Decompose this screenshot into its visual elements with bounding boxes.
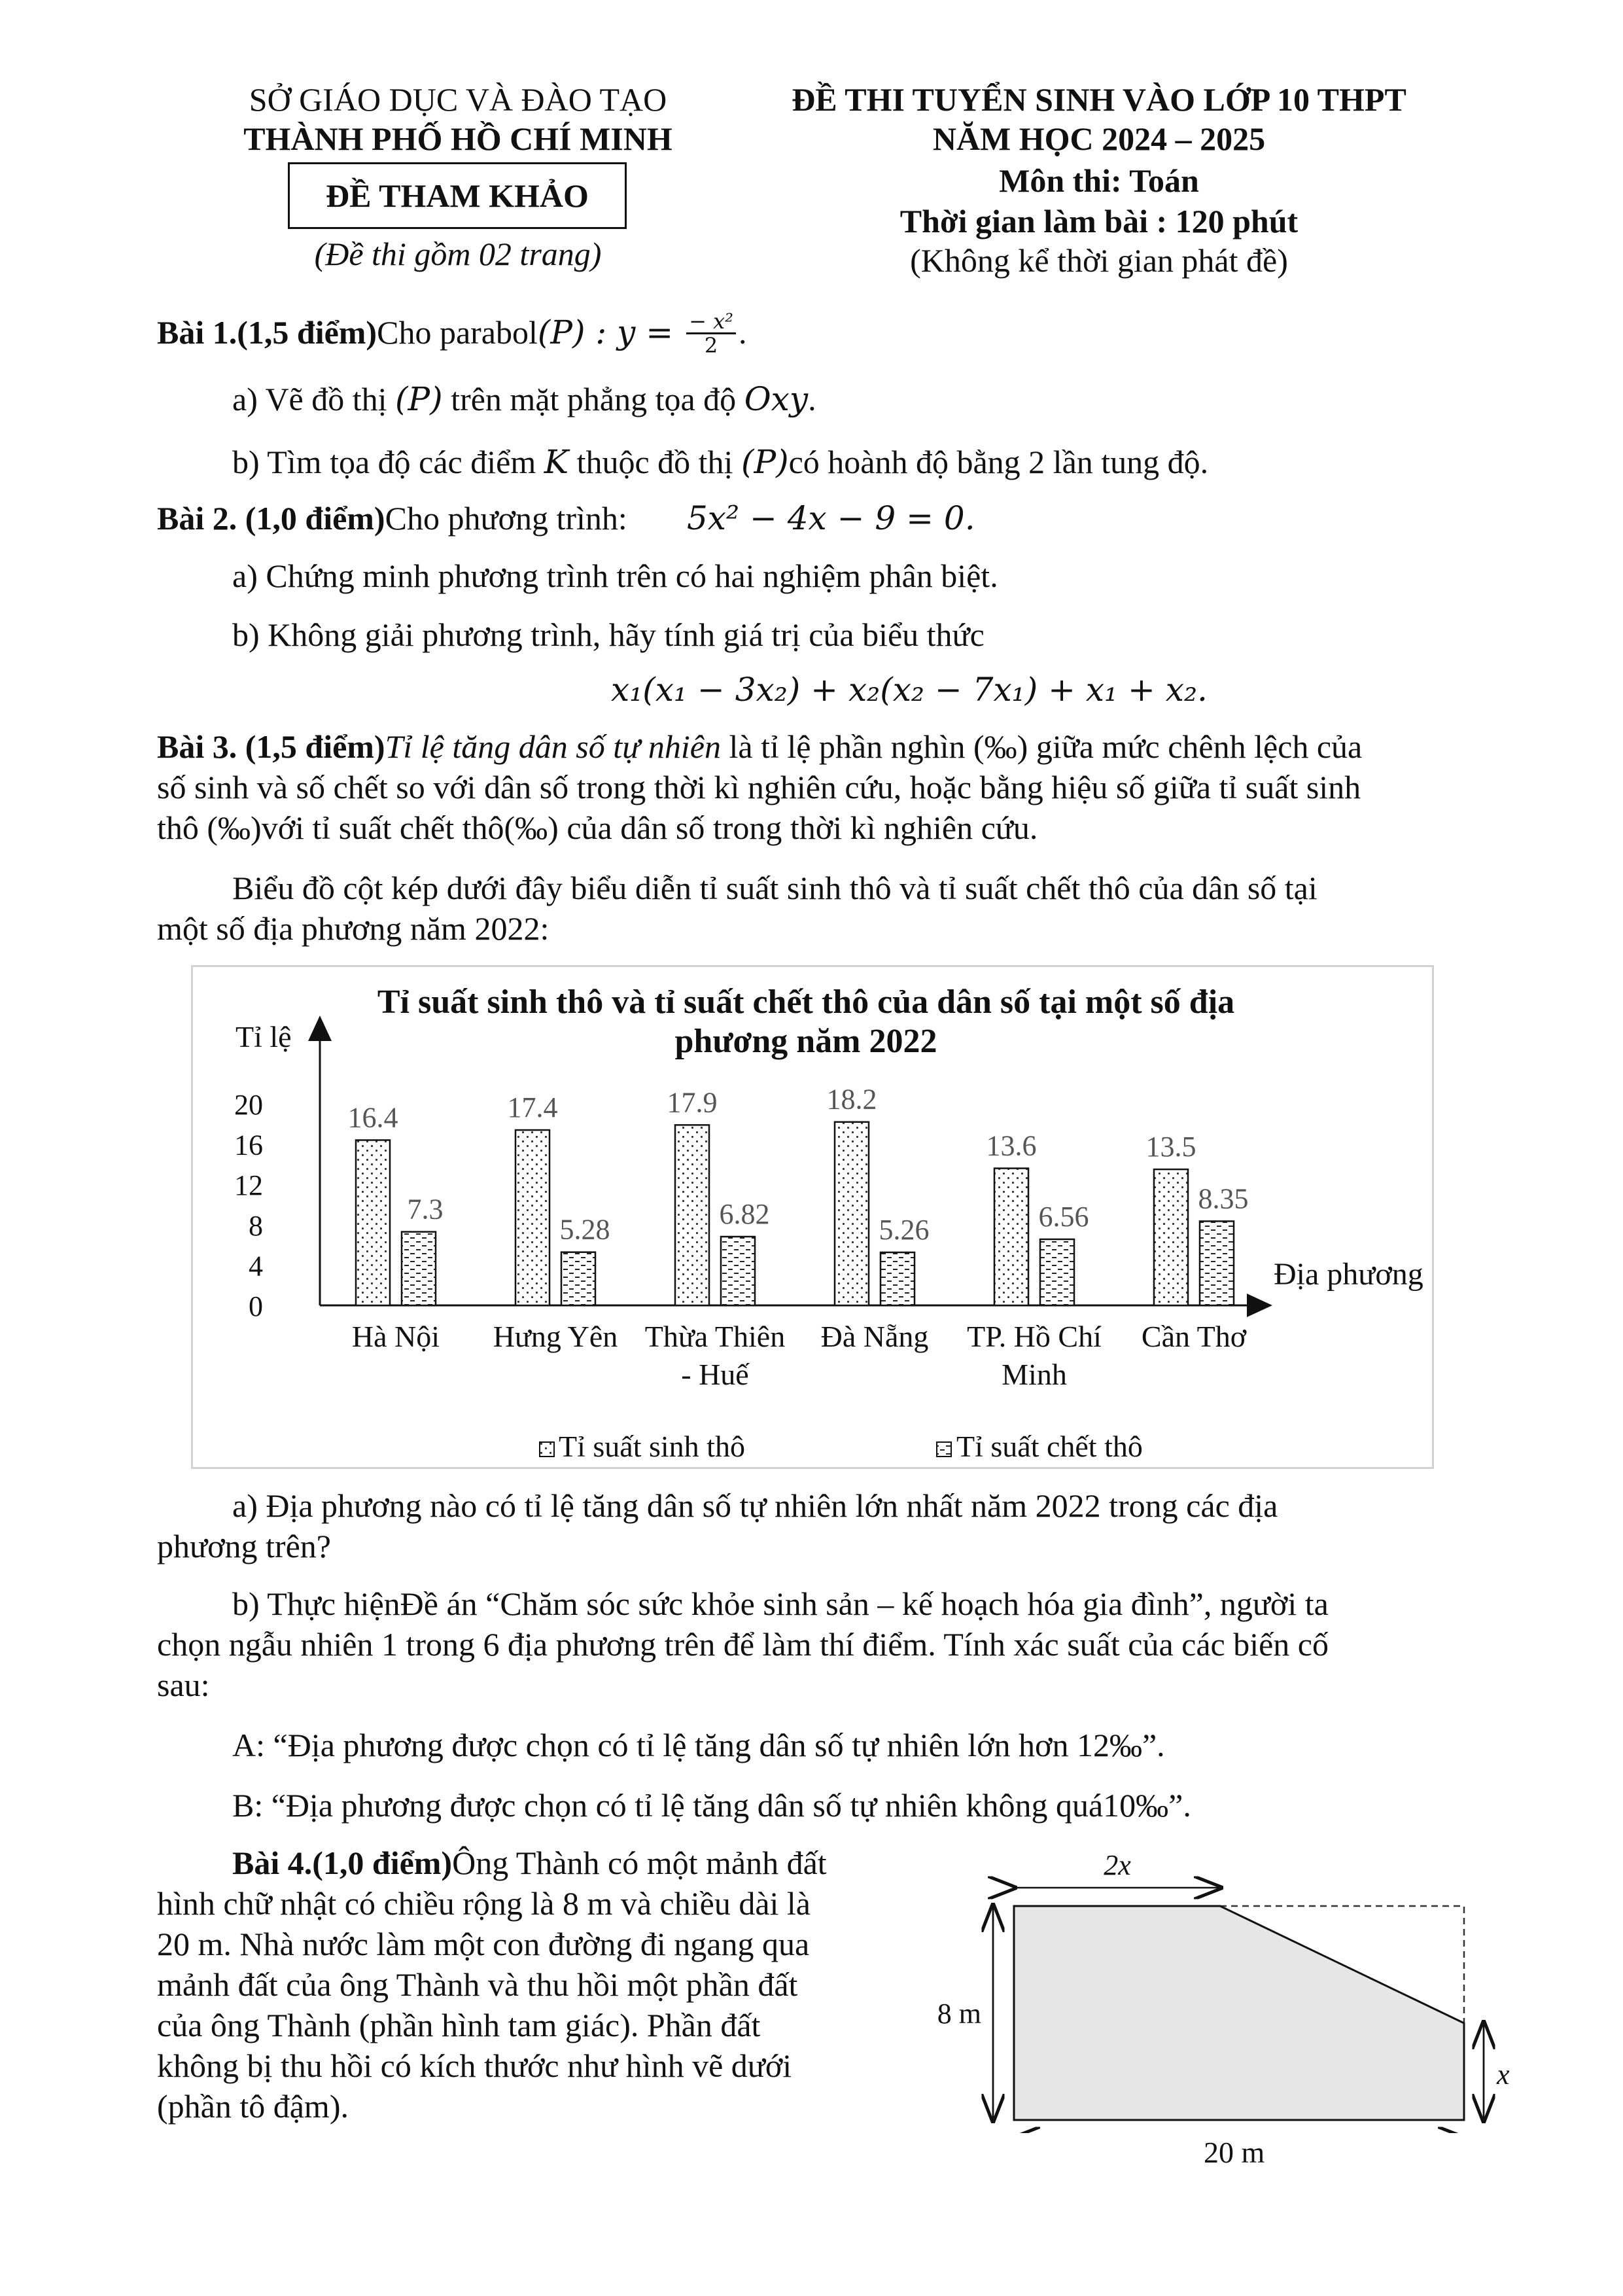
data-label-birth: 13.6 — [986, 1129, 1037, 1162]
chart-title-line2: phương năm 2022 — [674, 1023, 937, 1060]
bai1-line — [157, 309, 747, 359]
bai1-b-mid: thuộc đồ thị — [568, 444, 741, 480]
pages-note: (Đề thi gồm 02 trang) — [314, 236, 602, 272]
bai1-a-mid: trên mặt phẳng tọa độ — [442, 381, 744, 417]
bai1-fraction — [686, 310, 736, 357]
data-label-birth: 17.9 — [667, 1086, 718, 1119]
bai1-b-text: b) Tìm tọa độ các điểm — [232, 444, 544, 480]
bai2-equation: 5x² − 4x − 9 = 0. — [687, 499, 975, 537]
bai1-heading: Bài 1.(1,5 điểm) — [157, 314, 377, 351]
data-label-birth: 16.4 — [347, 1101, 398, 1134]
bai1-b — [232, 442, 1208, 482]
duration-note: (Không kể thời gian phát đề) — [910, 242, 1288, 279]
bar-birth — [515, 1130, 550, 1305]
bar-death — [881, 1252, 915, 1305]
bar-death — [1200, 1221, 1234, 1305]
bai3-para2-line1: Biểu đồ cột kép dưới đây biểu diễn tỉ suất sinh thô và tỉ suất chết thô của dân số tại — [232, 870, 1318, 906]
bai1-a — [232, 380, 816, 419]
duration: Thời gian làm bài : 120 phút — [899, 203, 1299, 239]
bar-death — [721, 1237, 755, 1305]
bai3-para2-line2: một số địa phương năm 2022: — [157, 910, 550, 947]
bar-death — [1040, 1239, 1074, 1305]
bai3-event-b: B: “Địa phương được chọn có tỉ lệ tăng dân số tự nhiên không quá10‰”. — [232, 1787, 1191, 1824]
chart-title-line1: Tỉ suất sinh thô và tỉ suất chết thô của dân số tại một số địa — [377, 983, 1235, 1021]
dept-name: SỞ GIÁO DỤC VÀ ĐÀO TẠO — [249, 81, 667, 118]
y-tick-label: 0 — [249, 1290, 263, 1322]
category-label: TP. Hồ Chí — [967, 1320, 1102, 1353]
bai1-b-end: có hoành độ bằng 2 lần tung độ. — [788, 444, 1209, 480]
category-label: - Huế — [681, 1358, 749, 1391]
bai1-intro: Cho parabol — [377, 314, 538, 351]
bar-birth — [356, 1140, 390, 1305]
bai4-line5: của ông Thành (phần hình tam giác). Phần đất — [157, 2007, 761, 2043]
bar-birth — [675, 1125, 709, 1305]
y-tick-label: 20 — [234, 1089, 263, 1121]
label-x: x — [1497, 2058, 1510, 2091]
bai3-term: Tỉ lệ tăng dân số tự nhiên — [385, 728, 721, 765]
x-axis-label: Địa phương — [1274, 1257, 1423, 1292]
bai4-line7: (phần tô đậm). — [157, 2088, 349, 2125]
y-tick-label: 12 — [234, 1169, 263, 1202]
legend-swatch-birth — [540, 1442, 554, 1457]
reference-box — [288, 162, 627, 229]
bai1-frac-den: 2 — [704, 333, 718, 359]
bai1-b-K: K — [544, 443, 569, 481]
bai1-frac-num: − x² — [686, 310, 736, 334]
bai1-end: . — [738, 314, 747, 351]
bai4-line1 — [232, 1843, 906, 1883]
remaining-land — [1014, 1906, 1464, 2120]
data-label-death: 6.56 — [1038, 1200, 1089, 1233]
y-tick-label: 16 — [234, 1129, 263, 1161]
bar-chart — [191, 965, 1434, 1469]
bai2-a: a) Chứng minh phương trình trên có hai nghiệm phân biệt. — [232, 557, 998, 594]
bai3-qb-line2: chọn ngẫu nhiên 1 trong 6 địa phương trên để làm thí điểm. Tính xác suất của các biến cố — [157, 1626, 1329, 1663]
bar-birth — [835, 1122, 869, 1305]
category-label: Hưng Yên — [493, 1320, 618, 1353]
bai4-line4: mảnh đất của ông Thành và thu hồi một phần đất — [157, 1966, 798, 2003]
bai3-qb-line1: b) Thực hiệnĐề án “Chăm sóc sức khỏe sinh sản – kế hoạch hóa gia đình”, người ta — [232, 1585, 1329, 1622]
bar-birth — [994, 1169, 1028, 1305]
bai3-event-a: A: “Địa phương được chọn có tỉ lệ tăng dân số tự nhiên lớn hơn 12‰”. — [232, 1727, 1165, 1763]
label-20m: 20 m — [1204, 2136, 1265, 2169]
bai1-a-text: a) Vẽ đồ thị — [232, 381, 396, 417]
data-label-death: 5.26 — [879, 1213, 930, 1246]
bar-birth — [1154, 1169, 1188, 1305]
bai3-qa-line1: a) Địa phương nào có tỉ lệ tăng dân số tự nhiên lớn nhất năm 2022 trong các địa — [232, 1487, 1278, 1524]
category-label: Minh — [1002, 1358, 1067, 1391]
bai1-parabol: (P) : y = — [537, 313, 684, 351]
legend-label-death: Tỉ suất chết thô — [956, 1430, 1143, 1463]
bai4-line1-rest: Ông Thành có một mảnh đất — [452, 1845, 827, 1881]
y-axis-label: Tỉ lệ — [236, 1020, 292, 1053]
bai1-a-P: (P) — [395, 380, 443, 418]
bai2-intro: Cho phương trình: — [385, 500, 627, 537]
bai2-expression: x₁(x₁ − 3x₂) + x₂(x₂ − 7x₁) + x₁ + x₂. — [611, 671, 1208, 709]
bai3-heading: Bài 3. (1,5 điểm) — [157, 728, 385, 765]
data-label-birth: 18.2 — [826, 1083, 877, 1116]
bar-death — [561, 1252, 595, 1305]
y-tick-label: 4 — [249, 1250, 263, 1282]
city-name: THÀNH PHỐ HỒ CHÍ MINH — [243, 120, 672, 157]
bai3-qb-line3: sau: — [157, 1667, 210, 1703]
label-8m: 8 m — [937, 1998, 981, 2030]
bai3-qa-line2: phương trên? — [157, 1528, 331, 1564]
bai1-a-end: . — [808, 381, 816, 417]
bai3-line3: thô (‰)với tỉ suất chết thô(‰) của dân số trong thời kì nghiên cứu. — [157, 809, 1038, 846]
chart-legend — [540, 1430, 1143, 1463]
bai1-b-P: (P) — [741, 443, 789, 481]
data-label-death: 6.82 — [719, 1197, 770, 1230]
bai2-line — [157, 499, 627, 538]
bai4-line3: 20 m. Nhà nước làm một con đường đi ngang qua — [157, 1926, 810, 1962]
category-label: Hà Nội — [351, 1320, 440, 1353]
data-label-birth: 17.4 — [507, 1091, 558, 1124]
bai1-a-Oxy: Oxy — [744, 380, 809, 418]
data-label-death: 8.35 — [1198, 1182, 1249, 1215]
data-label-birth: 13.5 — [1145, 1131, 1196, 1163]
school-year: NĂM HỌC 2024 – 2025 — [932, 120, 1266, 157]
bai4-line6: không bị thu hồi có kích thước như hình vẽ dưới — [157, 2047, 792, 2084]
bai3-line1-rest: là tỉ lệ phần nghìn (‰) giữa mức chênh lệch của — [720, 728, 1363, 765]
category-label: Đà Nẵng — [820, 1320, 929, 1353]
bai3-line1 — [157, 726, 1472, 767]
legend-swatch-death — [937, 1442, 951, 1457]
category-label: Cần Thơ — [1141, 1320, 1247, 1353]
bai3-line2: số sinh và số chết so với dân số trong thời kì nghiên cứu, hoặc bằng hiệu số giữa tỉ suất sinh — [157, 769, 1361, 805]
land-figure — [916, 1826, 1518, 2133]
bai4-heading: Bài 4.(1,0 điểm) — [232, 1845, 453, 1881]
bai2-heading: Bài 2. (1,0 điểm) — [157, 500, 385, 537]
subject: Môn thi: Toán — [999, 162, 1199, 199]
legend-label-birth: Tỉ suất sinh thô — [559, 1430, 745, 1463]
y-tick-label: 8 — [249, 1209, 263, 1242]
reference-label: ĐỀ THAM KHẢO — [326, 177, 589, 214]
exam-title: ĐỀ THI TUYỂN SINH VÀO LỚP 10 THPT — [792, 81, 1406, 118]
category-label: Thừa Thiên — [644, 1320, 786, 1353]
data-label-death: 5.28 — [559, 1213, 610, 1246]
bar-death — [402, 1232, 436, 1305]
data-label-death: 7.3 — [407, 1193, 444, 1226]
label-2x: 2x — [1104, 1849, 1131, 1881]
bai4-line2: hình chữ nhật có chiều rộng là 8 m và chiều dài là — [157, 1885, 811, 1922]
bai2-b: b) Không giải phương trình, hãy tính giá trị của biểu thức — [232, 616, 985, 653]
